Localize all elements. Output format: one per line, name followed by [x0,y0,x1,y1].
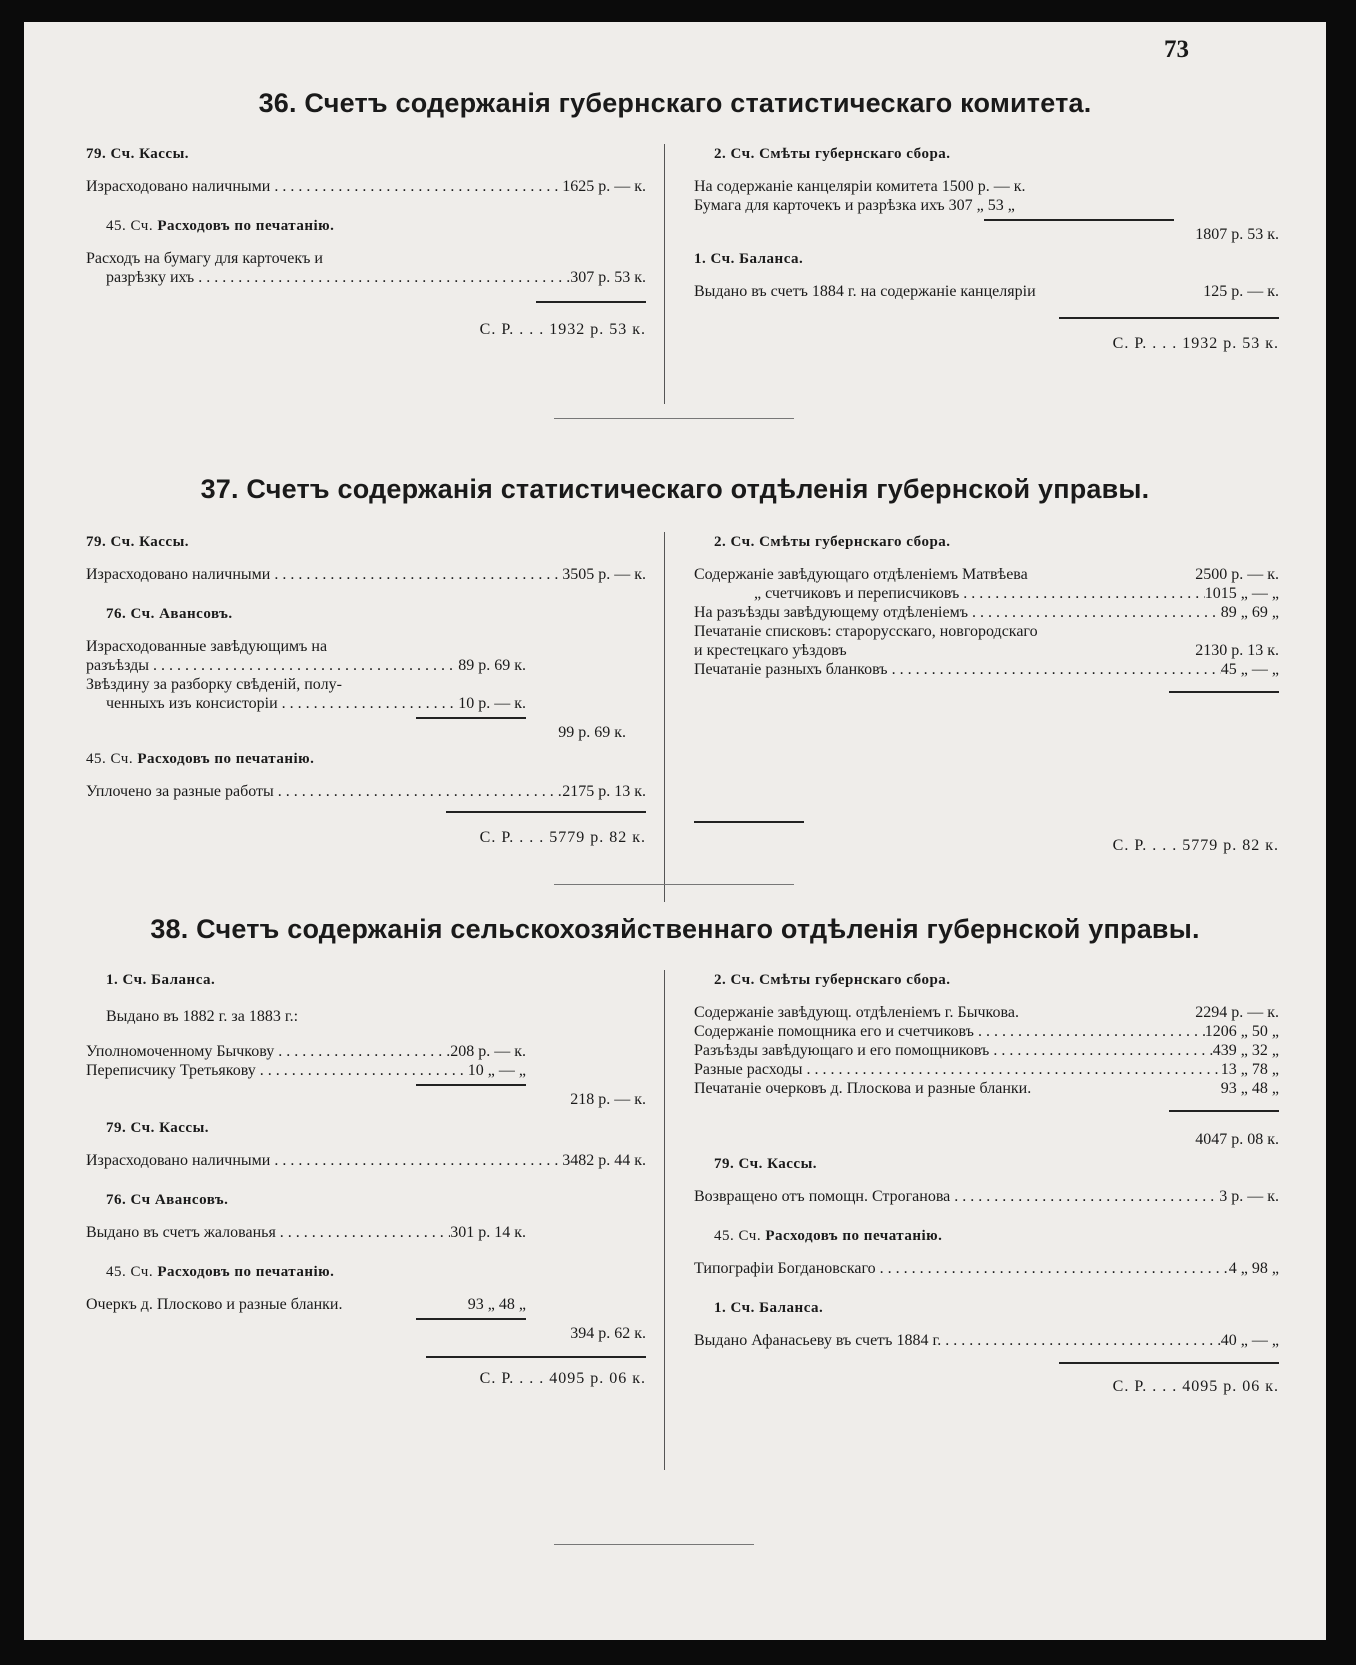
total-rule [446,811,646,813]
balance-total: С. Р. . . . 4095 р. 06 к. [479,1370,646,1387]
section-37-left [86,534,646,847]
scanned-page [24,22,1326,1640]
balance-total: С. Р. . . . 5779 р. 82 к. [479,829,646,846]
entry-row: Выдано въ счетъ 1884 г. на содержаніе канцеляріи 125 р. — к. [694,283,1279,300]
entry-row: Выдано Афанасьеву въ счетъ 1884 г. . . . 40 „ — „ [694,1331,1279,1350]
subtotal-rule [536,301,646,303]
blank-rule [694,821,804,823]
section-38-right [694,972,1279,1396]
account-heading: 79. Сч. Кассы. [714,1156,818,1172]
section-separator [554,884,794,885]
account-heading: 76. Сч Авансовъ. [106,1192,229,1208]
total-rule [1059,317,1279,319]
entry-text: Печатаніе списковъ: старорусскаго, новгородскаго [694,623,1038,640]
account-heading: 45. Сч. Расходовъ по печатанію. [106,1264,335,1280]
entry-row: Печатаніе очерковъ д. Плоскова и разные бланки. 93 „ 48 „ [694,1080,1279,1097]
entry-row: Содержаніе помощника его и счетчиковъ . . . 1206 „ 50 „ [694,1022,1279,1041]
account-heading: 79. Сч. Кассы. [106,1120,210,1136]
subtotal: 99 р. 69 к. [558,724,626,741]
entry-row: „ счетчиковъ и переписчиковъ . . . 1015 „ — „ [694,584,1279,603]
account-heading: 1. Сч. Баланса. [694,251,804,267]
entry-text: Звѣздину за разборку свѣденій, полу- [86,676,342,693]
balance-total: С. Р. . . . 4095 р. 06 к. [1112,1378,1279,1395]
entry-text: Расходъ на бумагу для карточекъ и [86,250,323,267]
subtotal-rule [416,1318,526,1320]
section-38-title: 38. Счетъ содержанія сельскохозяйственнаго отдѣленія губернской управы. [150,914,1200,944]
entry-row: Типографіи Богдановскаго . . . 4 „ 98 „ [694,1259,1279,1278]
section-separator [554,418,794,419]
entry-row: На разъѣзды завѣдующему отдѣленіемъ . . . 89 „ 69 „ [694,603,1279,622]
entry-row: Содержаніе завѣдующаго отдѣленіемъ Матвѣева 2500 р. — к. [694,566,1279,583]
entry-text: Бумага для карточекъ и разрѣзка ихъ 307 „ 53 „ [694,197,1015,214]
subtotal-rule [416,717,526,719]
account-heading: 2. Сч. Смѣты губернскаго сбора. [714,534,951,550]
account-heading: 45. Сч. Расходовъ по печатанію. [86,751,315,767]
entry-text: Израсходованные завѣдующимъ на [86,638,328,655]
entry-row: Возвращено отъ помощн. Строганова . . . 3 р. — к. [694,1187,1279,1206]
entry-text: На содержаніе канцеляріи комитета 1500 р. — к. [694,178,1026,195]
entry-row: Израсходовано наличными . . . 3482 р. 44 к. [86,1151,646,1170]
entry-row: Разные расходы . . . 13 „ 78 „ [694,1060,1279,1079]
total-rule [1059,1362,1279,1364]
entry-row: Уполномоченному Бычкову . . . 208 р. — к. [86,1042,526,1061]
entry-row: разрѣзку ихъ . . . 307 р. 53 к. [86,268,646,287]
entry-row: Израсходовано наличными . . . 3505 р. — к. [86,565,646,584]
balance-total: С. Р. . . . 1932 р. 53 к. [1112,335,1279,352]
balance-total: С. Р. . . . 5779 р. 82 к. [1112,837,1279,854]
account-heading: 1. Сч. Баланса. [106,972,216,988]
account-heading: 79. Сч. Кассы. [86,146,190,162]
entry-text: Выдано въ 1882 г. за 1883 г.: [106,1008,299,1025]
section-36-right [694,146,1279,353]
column-divider [664,970,665,1470]
account-heading: 76. Сч. Авансовъ. [106,606,233,622]
section-36-title: 36. Счетъ содержанія губернскаго статистическаго комитета. [258,88,1092,118]
total-rule [1169,691,1279,693]
column-divider [664,144,665,404]
entry-row: Выдано въ счетъ жалованья . . . 301 р. 14 к. [86,1223,526,1242]
subtotal: 394 р. 62 к. [570,1325,646,1342]
account-heading: 45. Сч. Расходовъ по печатанію. [106,218,335,234]
account-heading: 45. Сч. Расходовъ по печатанію. [714,1228,943,1244]
account-heading: 79. Сч. Кассы. [86,534,190,550]
subtotal-rule [416,1084,526,1086]
account-heading: 2. Сч. Смѣты губернскаго сбора. [714,146,951,162]
account-heading: 1. Сч. Баланса. [714,1300,824,1316]
entry-row: Переписчику Третьякову . . . 10 „ — „ [86,1061,526,1080]
entry-row: Содержаніе завѣдующ. отдѣленіемъ г. Бычкова. 2294 р. — к. [694,1004,1279,1021]
column-divider [664,532,665,902]
subtotal: 1807 р. 53 к. [1195,226,1279,243]
balance-total: С. Р. . . . 1932 р. 53 к. [479,321,646,338]
entry-row: и крестецкаго уѣздовъ 2130 р. 13 к. [694,642,1279,659]
section-separator [554,1544,754,1545]
total-rule [426,1356,646,1358]
entry-row: ченныхъ изъ консисторіи . . . 10 р. — к. [86,694,526,713]
entry-row: Уплочено за разные работы . . . 2175 р. 13 к. [86,782,646,801]
entry-row: разъѣзды . . . 89 р. 69 к. [86,656,526,675]
section-37-right [694,534,1279,855]
page-number: 73 [1164,36,1189,63]
account-heading: 2. Сч. Смѣты губернскаго сбора. [714,972,951,988]
subtotal-rule [1169,1110,1279,1112]
subtotal: 4047 р. 08 к. [1195,1131,1279,1148]
section-38-left [86,972,646,1388]
entry-row: Разъѣзды завѣдующаго и его помощниковъ . . . 439 „ 32 „ [694,1041,1279,1060]
subtotal-rule [984,219,1174,221]
entry-row: Израсходовано наличными . . . 1625 р. — к. [86,177,646,196]
subtotal: 218 р. — к. [570,1091,646,1108]
entry-row: Очеркъ д. Плосково и разные бланки. 93 „ 48 „ [86,1296,526,1313]
section-37-title: 37. Счетъ содержанія статистическаго отдѣленія губернской управы. [200,474,1150,504]
section-36-left [86,146,646,339]
entry-row: Печатаніе разныхъ бланковъ . . . 45 „ — „ [694,660,1279,679]
